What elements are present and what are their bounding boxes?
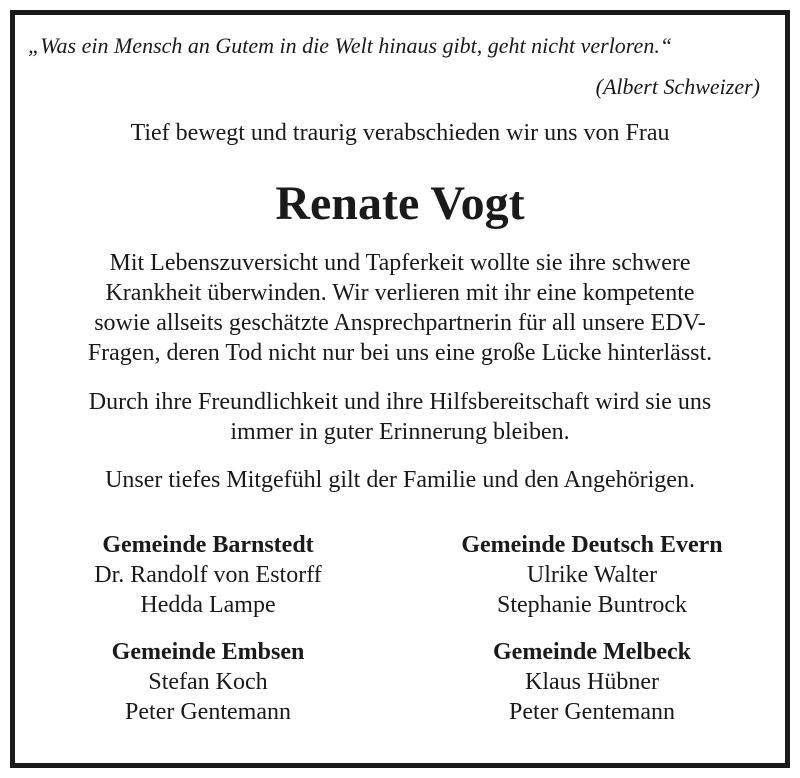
signatory-name: Dr. Randolf von Estorff [94,562,322,588]
paragraph-condolence [20,465,780,495]
municipality-name: Gemeinde Melbeck [493,639,691,665]
paragraph-tribute [20,248,780,368]
paragraph-line: Krankheit überwinden. Wir verlieren mit ihr eine kompetente [105,280,695,306]
paragraph-line: Durch ihre Freundlichkeit und ihre Hilfsbereitschaft wird sie uns [88,389,712,415]
paragraph-line: Fragen, deren Tod nicht nur bei uns eine große Lücke hinterlässt. [87,340,713,366]
signatory-name: Peter Gentemann [509,699,675,725]
quote-text: „Was ein Mensch an Gutem in die Welt hinaus gibt, geht nicht verloren.“ [28,33,673,58]
paragraph-line: sowie allseits geschätzte Ansprechpartnerin für all unsere EDV- [94,310,706,336]
quote-author: (Albert Schweizer) [595,74,760,99]
signatory-name: Hedda Lampe [140,592,276,618]
signature-block-embsen [28,637,388,727]
signatory-name: Stephanie Buntrock [497,592,687,618]
signatory-name: Ulrike Walter [526,562,658,588]
municipality-name: Gemeinde Barnstedt [102,532,314,558]
intro-line: Tief bewegt und traurig verabschieden wir uns von Frau [130,120,670,146]
deceased-name: Renate Vogt [275,177,525,230]
signatory-name: Stefan Koch [148,669,268,695]
municipality-name: Gemeinde Deutsch Evern [461,532,723,558]
municipality-name: Gemeinde Embsen [111,639,305,665]
signatory-name: Klaus Hübner [525,669,659,695]
signature-block-melbeck [412,637,772,727]
signature-block-deutsch-evern [412,530,772,620]
signatory-name: Peter Gentemann [125,699,291,725]
paragraph-memory [20,387,780,447]
paragraph-line: Mit Lebenszuversicht und Tapferkeit wollte sie ihre schwere [109,250,691,276]
paragraph-line: Unser tiefes Mitgefühl gilt der Familie und den Angehörigen. [105,467,695,493]
signature-block-barnstedt [28,530,388,620]
paragraph-line: immer in guter Erinnerung bleiben. [230,419,570,445]
